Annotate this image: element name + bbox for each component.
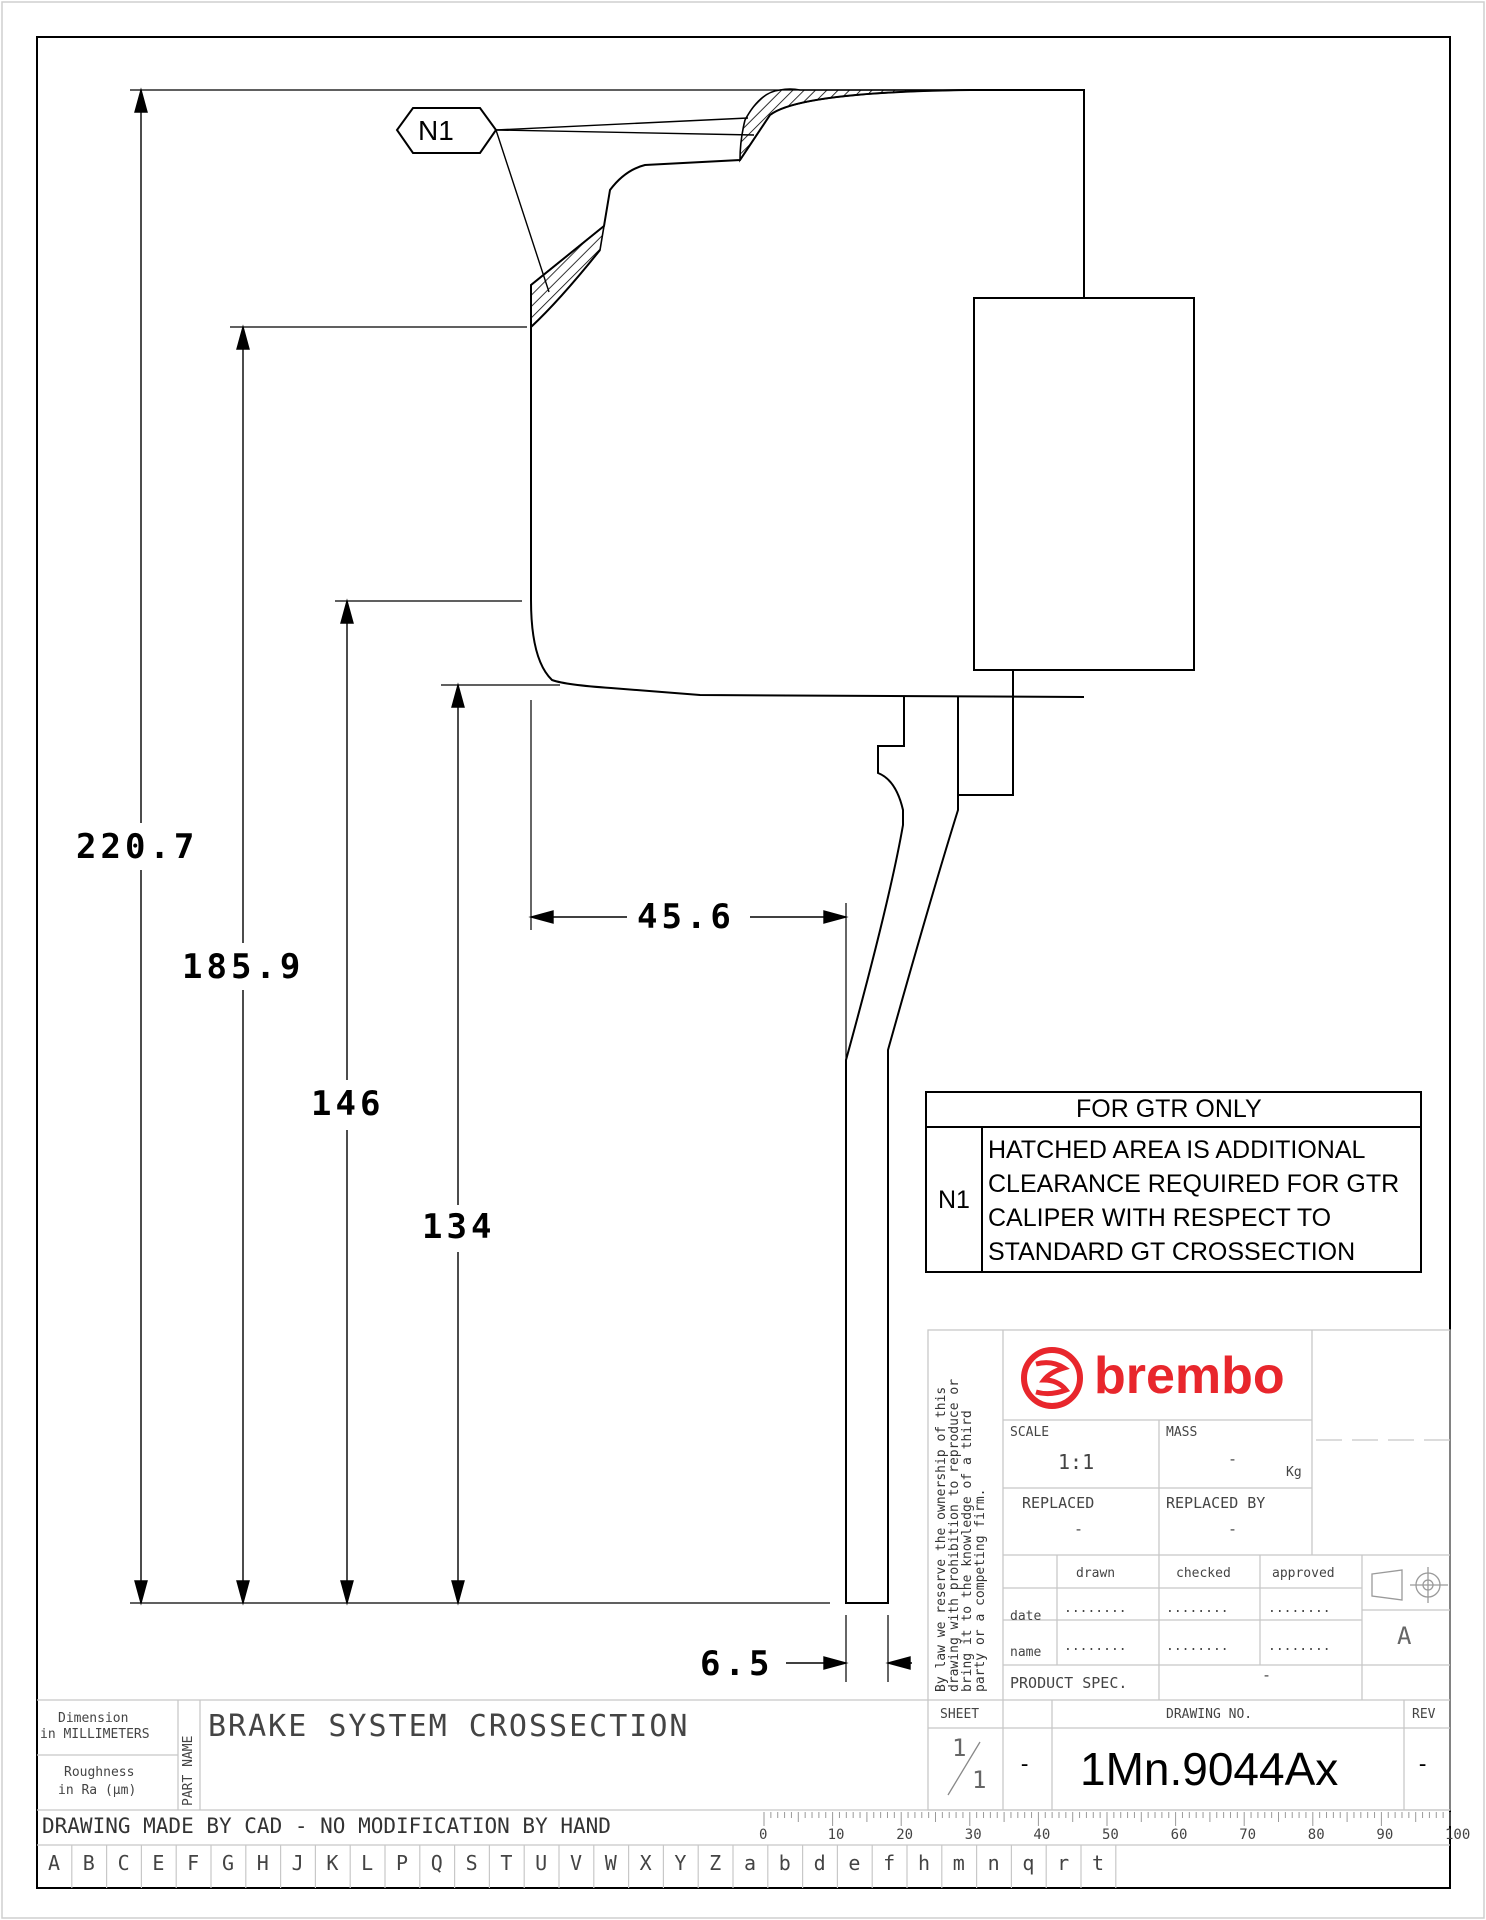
grid-letter: A	[47, 1851, 61, 1875]
replaced-label: REPLACED	[1022, 1494, 1095, 1512]
date-label: date	[1010, 1609, 1042, 1624]
dimension-146: 146	[311, 1084, 385, 1124]
ruler-label: 30	[964, 1827, 982, 1843]
name-label: name	[1010, 1645, 1042, 1660]
sheet-label: SHEET	[940, 1707, 980, 1722]
grid-letter: Y	[674, 1851, 687, 1875]
grid-letter: m	[952, 1851, 965, 1875]
grid-letter: L	[361, 1851, 374, 1875]
copyright-line-2: drawing with prohibition to reproduce or	[947, 1378, 962, 1692]
copyright-line-4: party or a competing firm.	[973, 1488, 988, 1692]
grid-letter: B	[82, 1851, 95, 1875]
ruler-label: 20	[896, 1827, 914, 1843]
ruler-label: 80	[1307, 1827, 1325, 1843]
copyright-line-1: By law we reserve the ownership of this	[934, 1386, 949, 1692]
scale-label: SCALE	[1010, 1425, 1050, 1440]
date-approved-field[interactable]: ........	[1268, 1601, 1331, 1616]
grid-letter: Q	[430, 1851, 443, 1875]
grid-letter: H	[256, 1851, 269, 1875]
note-table-tag: N1	[938, 1186, 970, 1214]
projection-letter: A	[1397, 1622, 1412, 1650]
grid-letter: F	[187, 1851, 200, 1875]
dimension-134: 134	[422, 1207, 496, 1247]
grid-letter: E	[152, 1851, 165, 1875]
replaced-by-value: -	[1228, 1520, 1238, 1538]
sheet-total: 1	[972, 1766, 987, 1794]
name-checked-field[interactable]: ........	[1166, 1639, 1229, 1654]
mass-value: -	[1228, 1450, 1238, 1468]
drawing-no-label: DRAWING NO.	[1166, 1707, 1253, 1722]
checked-label: checked	[1176, 1566, 1231, 1581]
grid-letter: U	[535, 1851, 548, 1875]
grid-letter: q	[1022, 1851, 1035, 1875]
grid-letter: f	[883, 1851, 896, 1875]
scale-ruler	[764, 1812, 1450, 1826]
drawn-label: drawn	[1076, 1566, 1116, 1581]
product-spec-value: -	[1262, 1666, 1272, 1684]
ruler-label: 0	[759, 1827, 768, 1843]
part-name-label: PART NAME	[181, 1735, 196, 1806]
hatched-area-top	[740, 89, 970, 160]
scale-value: 1:1	[1058, 1450, 1095, 1474]
grid-letter: J	[291, 1851, 304, 1875]
grid-letter: e	[848, 1851, 861, 1875]
sheet-dash: -	[1018, 1752, 1032, 1777]
replaced-value: -	[1074, 1520, 1084, 1538]
ruler-label: 90	[1376, 1827, 1394, 1843]
note-tag-label: N1	[418, 115, 454, 146]
dimension-label-1: Dimension	[58, 1711, 129, 1726]
grid-letter: Z	[709, 1851, 722, 1875]
sheet-number: 1	[952, 1734, 967, 1762]
dimension-label-2: in MILLIMETERS	[40, 1727, 150, 1742]
grid-letter: X	[639, 1851, 652, 1875]
grid-letter: a	[743, 1851, 757, 1875]
name-drawn-field[interactable]: ........	[1064, 1639, 1127, 1654]
copyright-line-3: bring it to the knowledge of a third	[960, 1410, 975, 1692]
part-name: BRAKE SYSTEM CROSSECTION	[208, 1709, 690, 1744]
hatched-area-left	[531, 226, 604, 327]
brand-name: brembo	[1094, 1347, 1285, 1405]
grid-letter: W	[604, 1851, 617, 1875]
ruler-label: 100	[1445, 1827, 1471, 1843]
ruler-label: 40	[1033, 1827, 1051, 1843]
date-drawn-field[interactable]: ........	[1064, 1601, 1127, 1616]
grid-letter: K	[326, 1851, 339, 1875]
grid-letter: G	[221, 1851, 235, 1875]
cad-note: DRAWING MADE BY CAD - NO MODIFICATION BY HAND	[42, 1814, 611, 1838]
mass-unit: Kg	[1286, 1465, 1302, 1480]
grid-letter: S	[465, 1851, 478, 1875]
ruler-label: 70	[1239, 1827, 1257, 1843]
brembo-logo-icon	[1024, 1350, 1080, 1406]
note-line-4: STANDARD GT CROSSECTION	[988, 1238, 1356, 1266]
ruler-label: 10	[827, 1827, 845, 1843]
rev-label: REV	[1412, 1707, 1436, 1722]
date-checked-field[interactable]: ........	[1166, 1601, 1229, 1616]
grid-letter: t	[1091, 1851, 1105, 1875]
grid-letter: n	[987, 1851, 1000, 1875]
grid-letter: r	[1057, 1851, 1070, 1875]
note-line-1: HATCHED AREA IS ADDITIONAL	[988, 1136, 1366, 1164]
grid-letter: h	[917, 1851, 931, 1875]
grid-letter: d	[813, 1851, 826, 1875]
extension-lines	[130, 90, 974, 1682]
drawing-number: 1Mn.9044Ax	[1080, 1743, 1339, 1795]
projection-symbol-icon	[1372, 1567, 1448, 1603]
approved-label: approved	[1272, 1566, 1335, 1581]
note-line-2: CLEARANCE REQUIRED FOR GTR	[988, 1170, 1400, 1198]
dimension-45-6: 45.6	[637, 897, 735, 937]
product-spec-label: PRODUCT SPEC.	[1010, 1674, 1128, 1692]
dimension-185-9: 185.9	[182, 947, 305, 987]
grid-letter: C	[117, 1851, 130, 1875]
grid-letter: V	[569, 1851, 583, 1875]
rev-value: -	[1416, 1752, 1430, 1777]
replaced-by-label: REPLACED BY	[1166, 1494, 1266, 1512]
ruler-label: 50	[1102, 1827, 1119, 1843]
dimension-6-5: 6.5	[700, 1644, 774, 1684]
note-table-header: FOR GTR ONLY	[1076, 1095, 1262, 1123]
mass-label: MASS	[1166, 1425, 1198, 1440]
roughness-label-1: Roughness	[64, 1765, 135, 1780]
grid-letter: b	[778, 1851, 791, 1875]
ruler-label: 60	[1170, 1827, 1188, 1843]
grid-letter: P	[395, 1851, 409, 1875]
roughness-label-2: in Ra (µm)	[58, 1783, 137, 1798]
dimension-220-7: 220.7	[76, 827, 199, 867]
note-line-3: CALIPER WITH RESPECT TO	[988, 1204, 1332, 1232]
name-approved-field[interactable]: ........	[1268, 1639, 1331, 1654]
grid-letter: T	[500, 1851, 513, 1875]
